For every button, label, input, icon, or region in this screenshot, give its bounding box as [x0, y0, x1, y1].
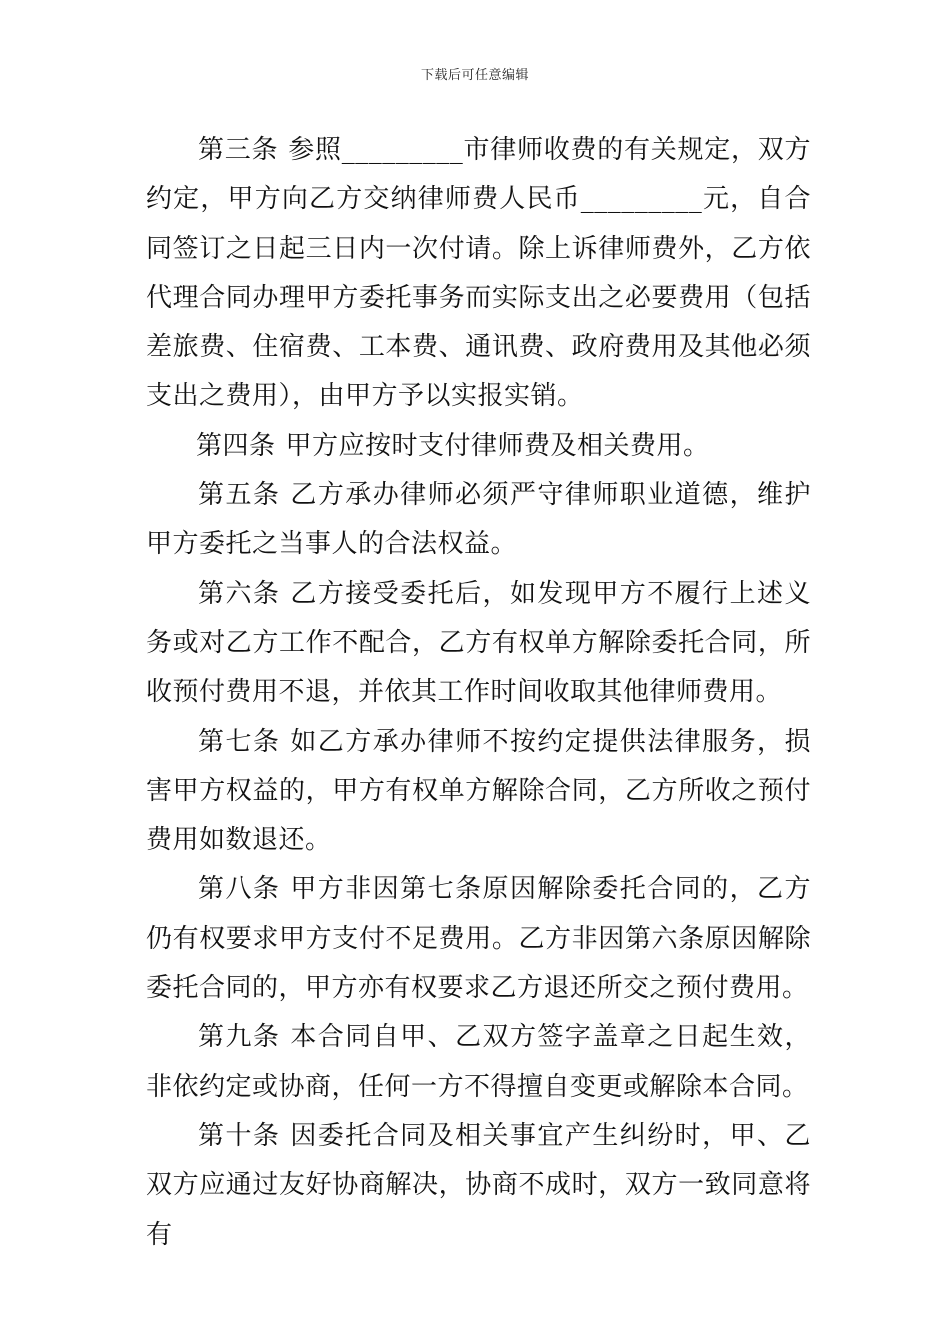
clause-4-text: 甲方应按时支付律师费及相关费用。	[285, 430, 710, 461]
page-header: 下载后可任意编辑	[420, 68, 529, 83]
clause-9-text: 本合同自甲、乙双方签字盖章之日起生效，非依约定或协商，任何一方不得擅自变更或解除本合同。	[146, 1022, 811, 1102]
clause-7-label: 第七条	[198, 726, 281, 757]
clause-5-text: 乙方承办律师必须严守律师职业道德，维护甲方委托之当事人的合法权益。	[146, 480, 811, 560]
clause-3-label: 第三条	[198, 135, 279, 165]
clause-8-text: 甲方非因第七条原因解除委托合同的，乙方仍有权要求甲方支付不足费用。乙方非因第六条原因解除委托合同的，甲方亦有权要求乙方退还所交之预付费用。	[146, 874, 811, 1004]
clause-9	[146, 1013, 811, 1112]
clause-10-label: 第十条	[198, 1120, 281, 1151]
clause-4-label: 第四条	[196, 430, 276, 461]
clause-7-text: 如乙方承办律师不按约定提供法律服务，损害甲方权益的，甲方有权单方解除合同，乙方所收之预付费用如数退还。	[146, 726, 811, 856]
clause-4	[146, 422, 811, 471]
clause-10-text: 因委托合同及相关事宜产生纠纷时，甲、乙双方应通过友好协商解决，协商不成时，双方一致同意将有	[146, 1120, 811, 1250]
clause-6-label: 第六条	[198, 578, 281, 609]
clause-6	[146, 570, 811, 718]
clause-10	[146, 1112, 811, 1260]
clause-7	[146, 718, 811, 866]
clause-3	[146, 126, 811, 422]
clause-8	[146, 865, 811, 1013]
clause-9-label: 第九条	[198, 1022, 281, 1053]
clause-5-label: 第五条	[198, 480, 281, 511]
clause-3-text: 参照_________市律师收费的有关规定，双方约定，甲方向乙方交纳律师费人民币_________元，自合同签订之日起三日内一次付请。除上诉律师费外，乙方依代理合同办理甲方委托事务而实际支出之必要费用（包括差旅费、住宿费、工本费、通讯费、政府费用及其他必须支出之费用），由甲方予以实报实销。	[146, 135, 811, 412]
clause-5	[146, 471, 811, 570]
contract-body	[146, 126, 811, 1260]
clause-6-text: 乙方接受委托后，如发现甲方不履行上述义务或对乙方工作不配合，乙方有权单方解除委托合同，所收预付费用不退，并依其工作时间收取其他律师费用。	[146, 578, 811, 708]
clause-8-label: 第八条	[198, 874, 281, 905]
